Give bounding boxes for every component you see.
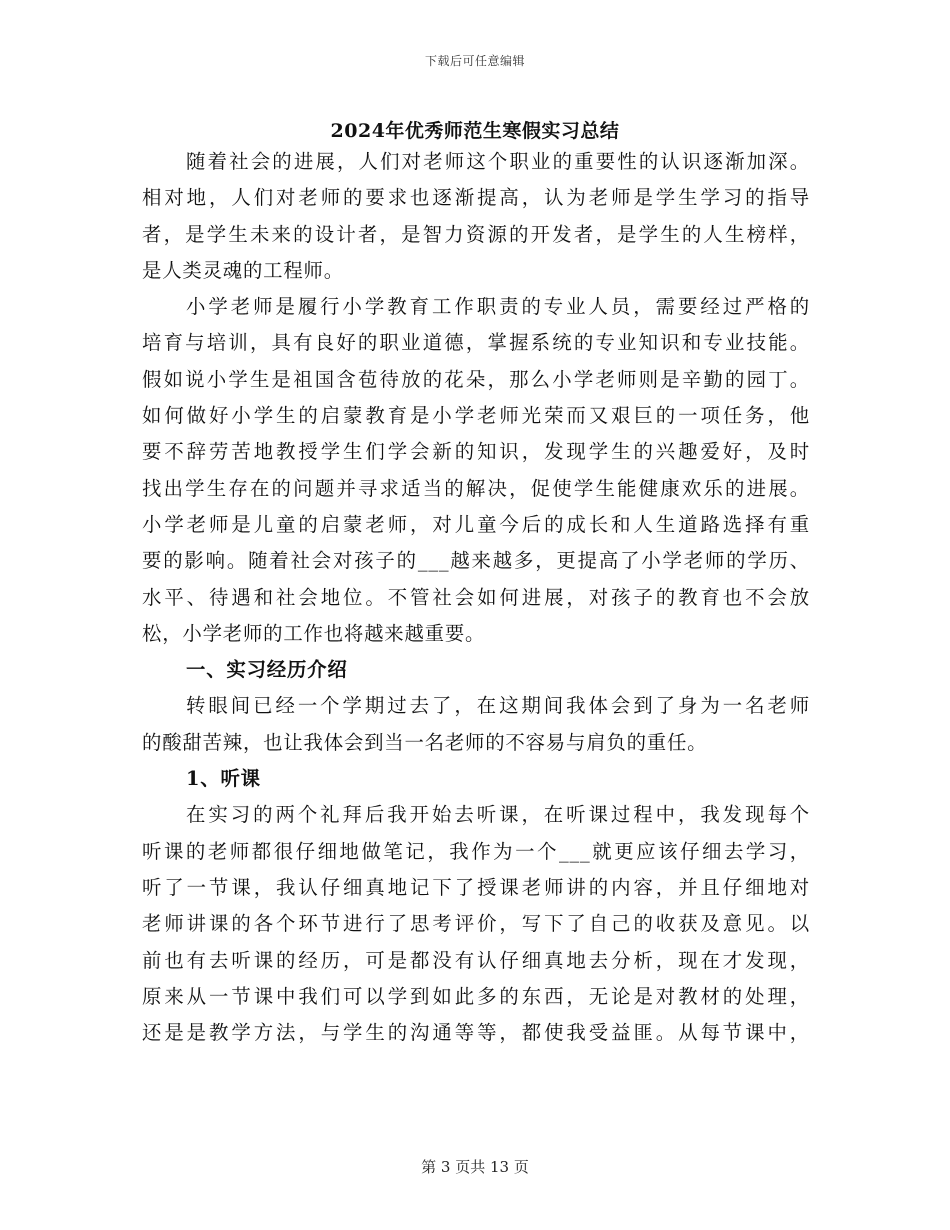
text-line: 听了一节课，我认仔细真地记下了授课老师讲的内容，并且仔细地对 xyxy=(142,875,810,899)
subsection-heading-listening: 1、听课 xyxy=(186,767,261,791)
text-line: 水平、待遇和社会地位。不管社会如何进展，对孩子的教育也不会放 xyxy=(142,585,810,609)
text-line: 是人类灵魂的工程师。 xyxy=(142,258,344,282)
text-line: 小学老师是儿童的启蒙老师，对儿童今后的成长和人生道路选择有重 xyxy=(142,512,810,536)
text-line: 要的影响。随着社会对孩子的___越来越多，更提高了小学老师的学历、 xyxy=(142,549,810,573)
text-line: 转眼间已经一个学期过去了，在这期间我体会到了身为一名老师 xyxy=(186,694,810,718)
text-line: 者，是学生未来的设计者，是智力资源的开发者，是学生的人生榜样， xyxy=(142,222,810,246)
document-title: 2024年优秀师范生寒假实习总结 xyxy=(330,120,620,142)
text-line: 相对地，人们对老师的要求也逐渐提高，认为老师是学生学习的指导 xyxy=(142,186,810,210)
text-line: 随着社会的进展，人们对老师这个职业的重要性的认识逐渐加深。 xyxy=(186,150,810,173)
text-line: 要不辞劳苦地教授学生们学会新的知识，发现学生的兴趣爱好，及时 xyxy=(142,440,810,464)
text-line: 培育与培训，具有良好的职业道德，掌握系统的专业知识和专业技能。 xyxy=(142,331,810,355)
text-line: 前也有去听课的经历，可是都没有认仔细真地去分析，现在才发现， xyxy=(142,948,810,972)
document-body xyxy=(142,144,810,1051)
text-line: 小学老师是履行小学教育工作职责的专业人员，需要经过严格的 xyxy=(186,295,810,319)
page-number-footer: 第 3 页共 13 页 xyxy=(421,1158,529,1176)
text-line: 听课的老师都很仔细地做笔记，我作为一个___就更应该仔细去学习， xyxy=(142,839,810,863)
page-header-note: 下载后可任意编辑 xyxy=(424,54,525,68)
section-heading-internship: 一、实习经历介绍 xyxy=(186,658,348,682)
paragraph-listening xyxy=(142,797,810,1051)
text-line: 如何做好小学生的启蒙教育是小学老师光荣而又艰巨的一项任务，他 xyxy=(142,404,810,428)
text-line: 找出学生存在的问题并寻求适当的解决，促使学生能健康欢乐的进展。 xyxy=(142,476,810,500)
paragraph-teacher-role xyxy=(142,289,810,652)
paragraph-internship-intro xyxy=(142,688,810,761)
text-line: 原来从一节课中我们可以学到如此多的东西，无论是对教材的处理， xyxy=(142,984,810,1008)
text-line: 老师讲课的各个环节进行了思考评价，写下了自己的收获及意见。以 xyxy=(142,912,810,936)
paragraph-intro xyxy=(142,144,810,289)
text-line: 还是是教学方法，与学生的沟通等等，都使我受益匪。从每节课中， xyxy=(142,1021,810,1045)
text-line: 的酸甜苦辣，也让我体会到当一名老师的不容易与肩负的重任。 xyxy=(142,730,708,754)
text-line: 在实习的两个礼拜后我开始去听课，在听课过程中，我发现每个 xyxy=(186,803,810,827)
text-line: 松，小学老师的工作也将越来越重要。 xyxy=(142,621,486,645)
text-line: 假如说小学生是祖国含苞待放的花朵，那么小学老师则是辛勤的园丁。 xyxy=(142,367,810,391)
